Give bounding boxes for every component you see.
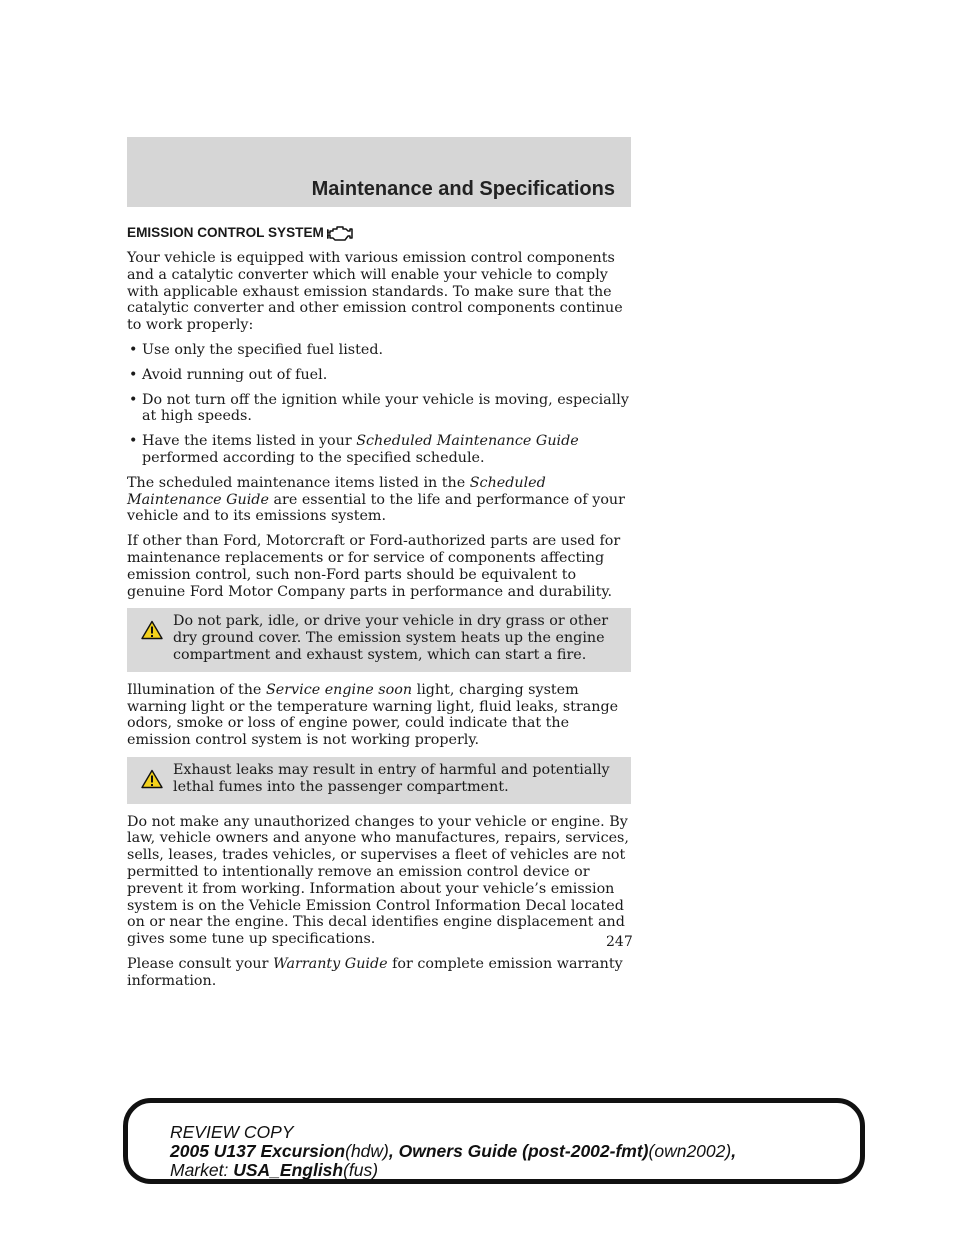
list-item: • Use only the specified fuel listed. (129, 341, 384, 358)
market-line: Market: USA_English(fus) (170, 1160, 379, 1180)
page-number: 247 (606, 934, 633, 950)
list-item: • Avoid running out of fuel. (129, 366, 328, 383)
review-copy-box (123, 1098, 865, 1184)
scheduled-maintenance-paragraph: The scheduled maintenance items listed in the Scheduled Maintenance Guide are essential to the life and performance of your vehicle and to its emissions system. (127, 474, 625, 525)
intro-paragraph: Your vehicle is equipped with various emission control components and a catalytic converter which will enable your vehicle to comply with applicable exhaust emission standards. To make sure that the catalytic converter and other emission control components continue to work properly: (127, 250, 623, 334)
list-item: • Do not turn off the ignition while your vehicle is moving, especially at high speeds. (129, 391, 629, 425)
fire-warning-text: Do not park, idle, or drive your vehicle in dry grass or other dry ground cover. The emission system heats up the engine compartment and exhaust system, which can start a fire. (173, 613, 609, 663)
page-content (127, 224, 631, 997)
review-copy-label: REVIEW COPY (170, 1122, 294, 1142)
warranty-paragraph: Please consult your Warranty Guide for complete emission warranty information. (127, 955, 623, 989)
page-title: Maintenance and Specifications (311, 178, 615, 200)
bullet-dot: • (129, 366, 138, 383)
fire-warning-box (127, 608, 631, 671)
bullet-dot: • (129, 341, 138, 358)
exhaust-warning-text: Exhaust leaks may result in entry of harmful and potentially lethal fumes into the passenger compartment. (173, 761, 610, 795)
warning-triangle-icon (141, 620, 163, 640)
exhaust-warning-box (127, 757, 631, 804)
page-header (127, 137, 631, 207)
unauthorized-changes-paragraph: Do not make any unauthorized changes to your vehicle or engine. By law, vehicle owners and anyone who manufactures, repairs, services, sells, leases, trades vehicles, or supervises a fleet of vehicles are not permitted to intentionally remove an emission control device or prevent it from working. Information about your vehicle’s emission system is on the Vehicle Emission Control Information Decal located on or near the engine. This decal identifies engine displacement and gives some tune up specifications. (127, 813, 629, 948)
section-heading-text: EMISSION CONTROL SYSTEM (127, 225, 324, 241)
section-heading (127, 224, 631, 242)
warning-triangle-icon (141, 769, 163, 789)
bullet-list (127, 342, 631, 467)
check-engine-icon (327, 224, 353, 242)
bullet-dot: • (129, 433, 138, 450)
bullet-dot: • (129, 391, 138, 408)
parts-paragraph: If other than Ford, Motorcraft or Ford-authorized parts are used for maintenance replacements or for service of components affecting emission control, such non-Ford parts should be equivalent to genuine Ford Motor Company parts in performance and durability. (127, 533, 621, 600)
document-id-line: 2005 U137 Excursion(hdw), Owners Guide (post-2002-fmt)(own2002), (170, 1141, 737, 1161)
illumination-paragraph: Illumination of the Service engine soon light, charging system warning light or the temperature warning light, fluid leaks, strange odors, smoke or loss of engine power, could indicate that the emission control system is not working properly. (127, 681, 619, 749)
list-item: • Have the items listed in your Scheduled Maintenance Guide performed according to the specified schedule. (129, 433, 579, 466)
